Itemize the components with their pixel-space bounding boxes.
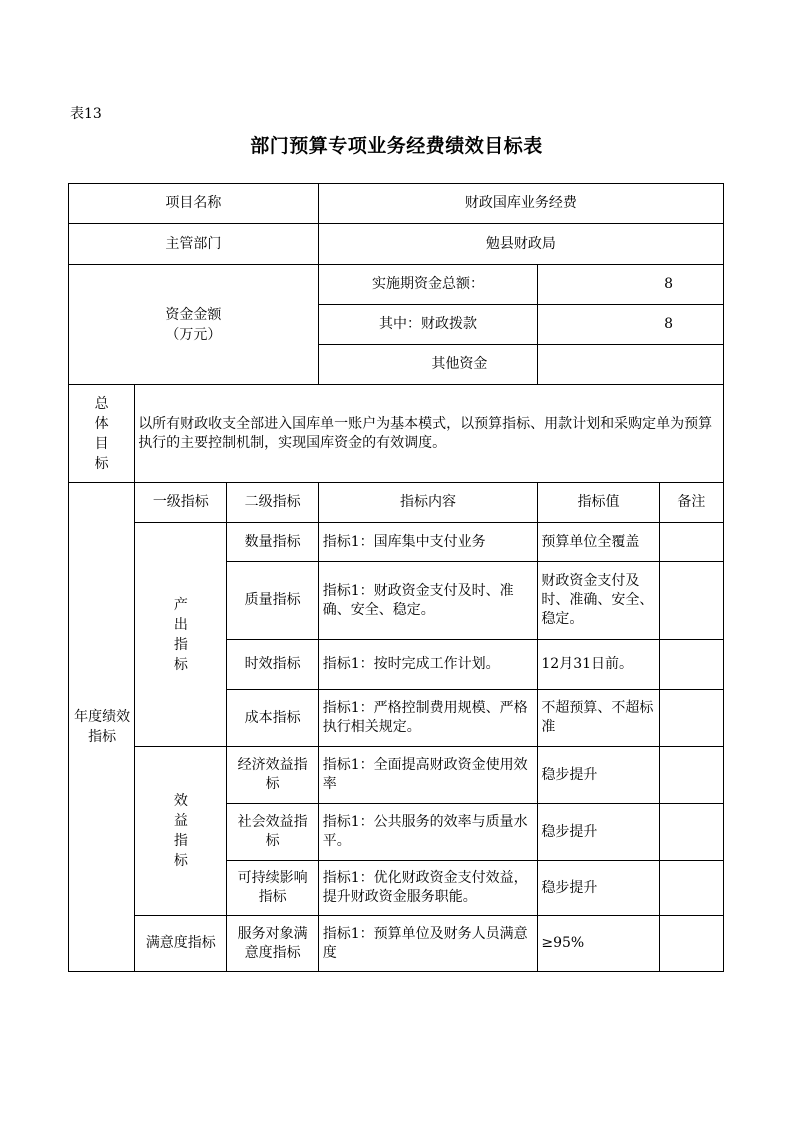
table-row (69, 265, 724, 305)
indicator-note (659, 640, 723, 690)
indicator-content: 指标1：优化财政资金支付效益，提升财政资金服务职能。 (318, 861, 538, 916)
table-row (69, 523, 724, 562)
indicator-value: 财政资金支付及时、准确、安全、稳定。 (538, 562, 659, 640)
header-value: 指标值 (538, 483, 659, 523)
indicator-value: 稳步提升 (538, 747, 659, 804)
indicator-content: 指标1：国库集中支付业务 (318, 523, 538, 562)
indicator-note (659, 916, 723, 972)
indicator-content: 指标1：财政资金支付及时、准确、安全、稳定。 (318, 562, 538, 640)
fund-amount-label-line1: 资金金额 (165, 306, 222, 323)
header-content: 指标内容 (318, 483, 538, 523)
indicator-content: 指标1：按时完成工作计划。 (318, 640, 538, 690)
benefit-indicator-group: 效益指标 (135, 747, 227, 916)
table-row (69, 483, 724, 523)
indicator-value: 稳步提升 (538, 804, 659, 861)
table-row (69, 385, 724, 483)
fund-amount-label-line2: （万元） (165, 326, 222, 343)
header-level1: 一级指标 (135, 483, 227, 523)
indicator-level2: 质量指标 (227, 562, 318, 640)
indicator-level2: 可持续影响指标 (227, 861, 318, 916)
indicator-note (659, 562, 723, 640)
table-row (69, 224, 724, 265)
indicator-level2: 数量指标 (227, 523, 318, 562)
header-level2: 二级指标 (227, 483, 318, 523)
indicator-content: 指标1：全面提高财政资金使用效率 (318, 747, 538, 804)
indicator-value: 稳步提升 (538, 861, 659, 916)
project-name-label: 项目名称 (69, 184, 319, 224)
indicator-content: 指标1：严格控制费用规模、严格执行相关规定。 (318, 690, 538, 747)
project-name-value: 财政国库业务经费 (318, 184, 723, 224)
indicator-note (659, 747, 723, 804)
indicator-value: 预算单位全覆盖 (538, 523, 659, 562)
table-row (69, 747, 724, 804)
fund-other-value (538, 345, 724, 385)
fund-total-value: 8 (538, 265, 724, 305)
satisfaction-indicator-group: 满意度指标 (135, 916, 227, 972)
indicator-note (659, 690, 723, 747)
department-value: 勉县财政局 (318, 224, 723, 265)
header-note: 备注 (659, 483, 723, 523)
table-row (69, 916, 724, 972)
overall-goal-label: 总体目标 (69, 385, 135, 483)
indicator-content: 指标1：预算单位及财务人员满意度 (318, 916, 538, 972)
indicator-value: 不超预算、不超标准 (538, 690, 659, 747)
indicator-level2: 成本指标 (227, 690, 318, 747)
indicator-note (659, 804, 723, 861)
fund-amount-label (69, 265, 319, 385)
indicator-level2: 社会效益指标 (227, 804, 318, 861)
indicator-value: ≥95% (538, 916, 659, 972)
annual-indicator-label: 年度绩效指标 (69, 483, 135, 972)
indicator-level2: 经济效益指标 (227, 747, 318, 804)
indicator-note (659, 523, 723, 562)
fund-fiscal-label: 其中：财政拨款 (318, 305, 538, 345)
indicator-level2: 时效指标 (227, 640, 318, 690)
output-indicator-group: 产出指标 (135, 523, 227, 747)
indicator-value: 12月31日前。 (538, 640, 659, 690)
fund-fiscal-value: 8 (538, 305, 724, 345)
performance-target-table (68, 183, 724, 972)
table-row (69, 184, 724, 224)
fund-total-label: 实施期资金总额： (318, 265, 538, 305)
overall-goal-text: 以所有财政收支全部进入国库单一账户为基本模式，以预算指标、用款计划和采购定单为预算执行的主要控制机制，实现国库资金的有效调度。 (135, 385, 724, 483)
table-number: 表13 (70, 106, 102, 122)
indicator-note (659, 861, 723, 916)
department-label: 主管部门 (69, 224, 319, 265)
fund-other-label: 其他资金 (318, 345, 538, 385)
indicator-content: 指标1：公共服务的效率与质量水平。 (318, 804, 538, 861)
indicator-level2: 服务对象满意度指标 (227, 916, 318, 972)
document-title: 部门预算专项业务经费绩效目标表 (250, 135, 543, 157)
